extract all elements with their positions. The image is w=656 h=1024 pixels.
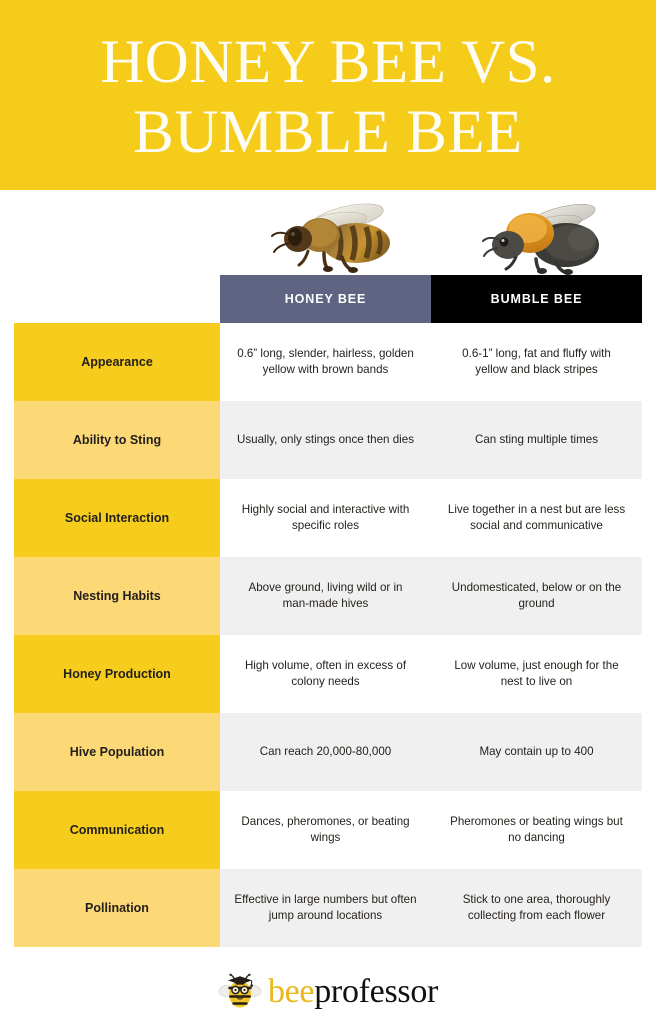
bumble-bee-value-cell: Undomesticated, below or on the ground [431, 557, 642, 635]
brand-wordmark [268, 974, 438, 1010]
honey-bee-value-cell: High volume, often in excess of colony needs [220, 635, 431, 713]
page-title-line-1: HONEY BEE VS. [100, 29, 556, 96]
honey-bee-value-cell: Usually, only stings once then dies [220, 401, 431, 479]
honey-bee-value-cell: Effective in large numbers but often jump around locations [220, 869, 431, 947]
comparison-table-wrapper [0, 285, 656, 955]
table-row [14, 791, 642, 869]
table-header-row [14, 275, 642, 323]
bumble-bee-value-cell: Pheromones or beating wings but no dancing [431, 791, 642, 869]
table-row [14, 401, 642, 479]
honey-bee-photo [262, 195, 402, 277]
row-label-cell: Nesting Habits [14, 557, 220, 635]
bumble-bee-photo [482, 195, 608, 277]
brand-word-bee: bee [267, 973, 315, 1010]
column-header-honey-bee: HONEY BEE [220, 275, 431, 323]
row-label-cell: Appearance [14, 323, 220, 401]
bumble-bee-value-cell: Live together in a nest but are less social and communicative [431, 479, 642, 557]
table-row [14, 869, 642, 947]
brand-word-professor: professor [314, 973, 439, 1010]
page-title-line-2: BUMBLE BEE [133, 99, 523, 166]
bee-photo-strip [0, 190, 656, 285]
row-label-cell: Pollination [14, 869, 220, 947]
comparison-table [14, 275, 642, 947]
bumble-bee-value-cell: Can sting multiple times [431, 401, 642, 479]
row-label-cell: Ability to Sting [14, 401, 220, 479]
table-row [14, 479, 642, 557]
table-row [14, 713, 642, 791]
table-row [14, 557, 642, 635]
table-row [14, 635, 642, 713]
title-banner [0, 0, 656, 190]
row-label-cell: Social Interaction [14, 479, 220, 557]
honey-bee-value-cell: 0.6” long, slender, hairless, golden yellow with brown bands [220, 323, 431, 401]
graduate-bee-icon [218, 972, 262, 1012]
table-row [14, 323, 642, 401]
bumble-bee-value-cell: 0.6-1” long, fat and fluffy with yellow and black stripes [431, 323, 642, 401]
row-label-cell: Communication [14, 791, 220, 869]
honey-bee-value-cell: Highly social and interactive with specific roles [220, 479, 431, 557]
row-label-cell: Honey Production [14, 635, 220, 713]
row-label-cell: Hive Population [14, 713, 220, 791]
honey-bee-value-cell: Above ground, living wild or in man-made hives [220, 557, 431, 635]
footer-logo[interactable] [0, 960, 656, 1024]
column-header-bumble-bee: BUMBLE BEE [431, 275, 642, 323]
honey-bee-value-cell: Can reach 20,000-80,000 [220, 713, 431, 791]
bumble-bee-value-cell: May contain up to 400 [431, 713, 642, 791]
header-spacer-cell [14, 275, 220, 323]
bumble-bee-value-cell: Low volume, just enough for the nest to live on [431, 635, 642, 713]
bumble-bee-value-cell: Stick to one area, thoroughly collecting from each flower [431, 869, 642, 947]
honey-bee-value-cell: Dances, pheromones, or beating wings [220, 791, 431, 869]
